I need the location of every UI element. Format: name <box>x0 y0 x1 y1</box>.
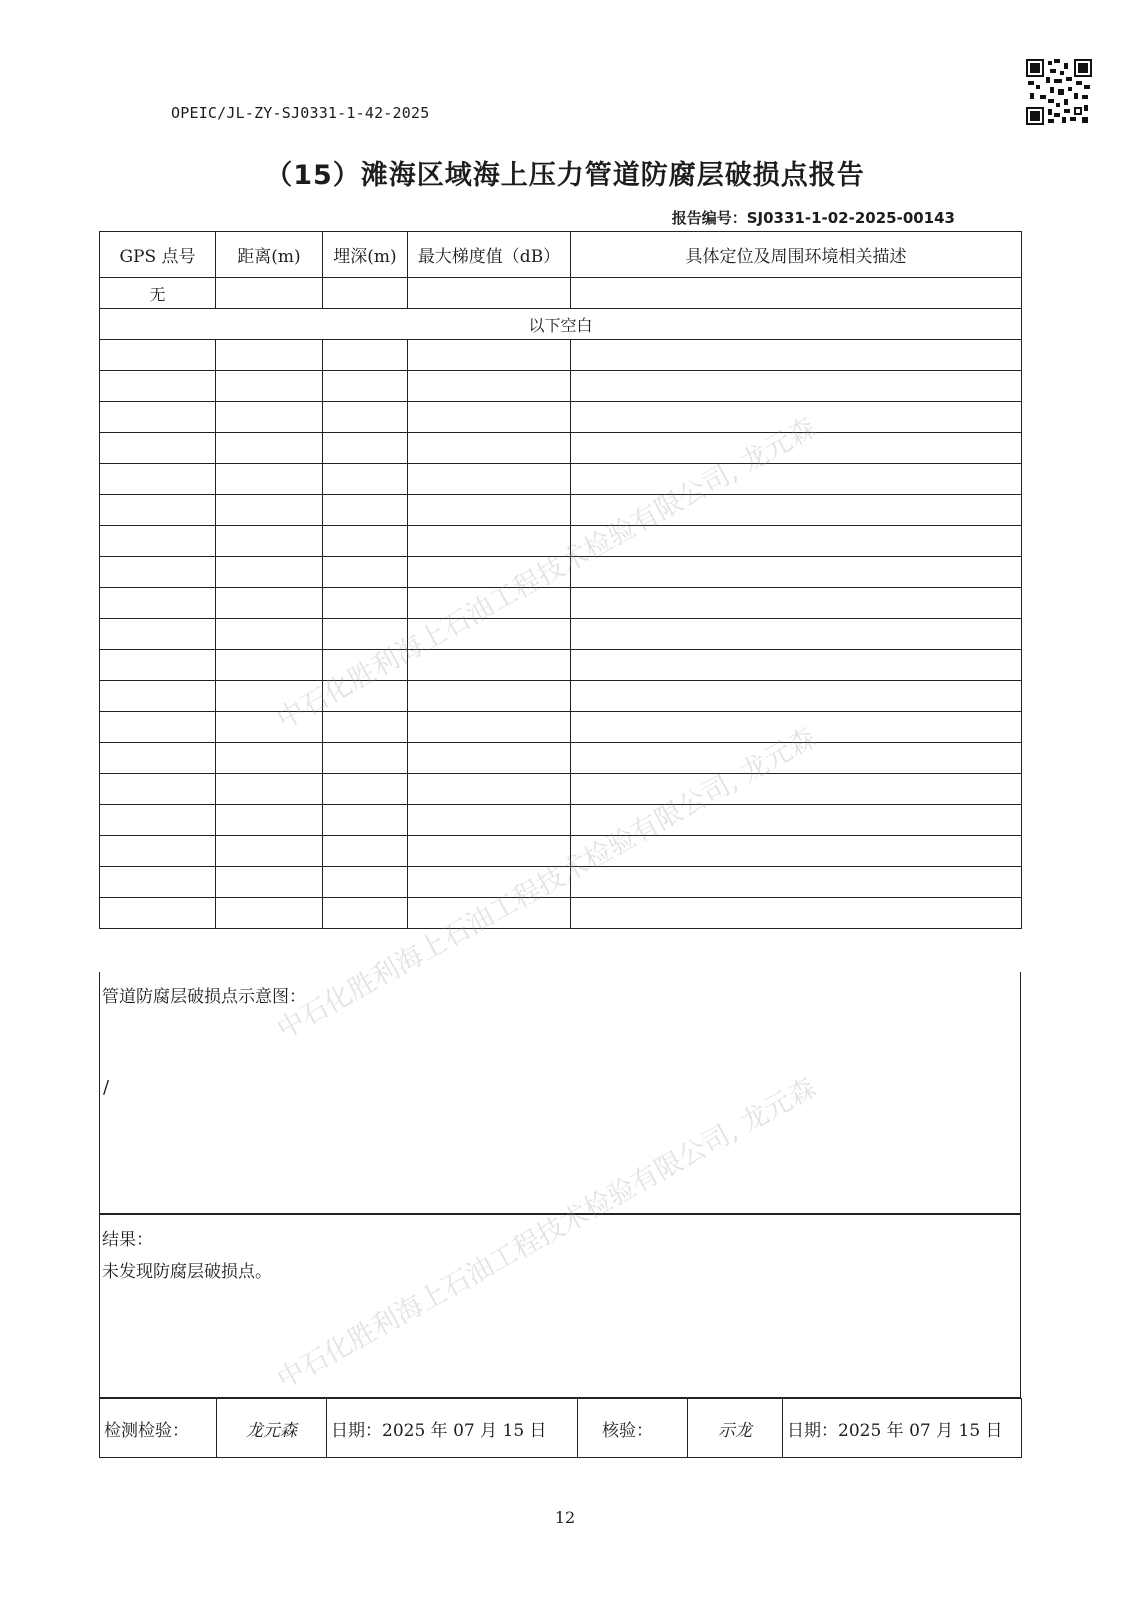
signoff-row <box>100 1399 1022 1458</box>
inspect-signature: 龙元森 <box>217 1399 327 1458</box>
table-cell <box>571 867 1022 898</box>
table-cell <box>216 898 323 929</box>
table-cell <box>408 588 571 619</box>
table-cell <box>216 278 323 309</box>
table-cell <box>571 774 1022 805</box>
table-cell <box>408 495 571 526</box>
blank-note: 以下空白 <box>100 309 1022 340</box>
table-cell <box>571 371 1022 402</box>
table-cell <box>323 588 408 619</box>
table-cell <box>216 712 323 743</box>
table-cell <box>323 557 408 588</box>
table-cell <box>100 340 216 371</box>
table-cell <box>100 898 216 929</box>
table-row <box>100 526 1022 557</box>
table-cell <box>323 495 408 526</box>
table-row <box>100 402 1022 433</box>
watermark: 中石化胜利海上石油工程技术检验有限公司, 龙元森 <box>271 722 822 1046</box>
table-cell <box>216 588 323 619</box>
table-cell <box>100 619 216 650</box>
table-cell <box>323 278 408 309</box>
table-cell <box>408 867 571 898</box>
qr-code <box>1026 59 1092 125</box>
table-cell <box>408 681 571 712</box>
table-cell <box>408 278 571 309</box>
result-text: 未发现防腐层破损点。 <box>102 1262 272 1282</box>
table-cell <box>571 805 1022 836</box>
review-signature: 示龙 <box>688 1399 783 1458</box>
table-cell <box>216 526 323 557</box>
table-cell <box>216 402 323 433</box>
table-cell <box>323 464 408 495</box>
table-row <box>100 774 1022 805</box>
table-row <box>100 340 1022 371</box>
report-title: （15）滩海区域海上压力管道防腐层破损点报告 <box>265 160 865 191</box>
table-cell <box>571 278 1022 309</box>
review-date: 日期：2025 年 07 月 15 日 <box>783 1399 1022 1458</box>
table-cell <box>571 650 1022 681</box>
table-cell <box>216 867 323 898</box>
table-cell <box>408 743 571 774</box>
table-cell <box>323 650 408 681</box>
signoff-table <box>99 1398 1022 1458</box>
table-cell <box>323 836 408 867</box>
table-cell <box>216 743 323 774</box>
table-cell <box>571 712 1022 743</box>
table-cell <box>571 464 1022 495</box>
table-cell <box>323 712 408 743</box>
header-depth: 埋深(m) <box>323 232 408 278</box>
table-row <box>100 557 1022 588</box>
table-cell <box>100 402 216 433</box>
table-cell <box>408 898 571 929</box>
table-cell <box>100 588 216 619</box>
table-row <box>100 371 1022 402</box>
result-label: 结果： <box>102 1230 153 1250</box>
table-cell <box>408 650 571 681</box>
table-row <box>100 278 1022 309</box>
table-row <box>100 836 1022 867</box>
table-cell <box>100 805 216 836</box>
table-cell <box>408 433 571 464</box>
table-row <box>100 619 1022 650</box>
watermark: 中石化胜利海上石油工程技术检验有限公司, 龙元森 <box>271 1072 822 1396</box>
table-cell <box>408 774 571 805</box>
report-number: 报告编号：SJ0331-1-02-2025-00143 <box>671 209 955 227</box>
table-cell <box>216 371 323 402</box>
table-row <box>100 712 1022 743</box>
inspect-date: 日期：2025 年 07 月 15 日 <box>327 1399 578 1458</box>
header-description: 具体定位及周围环境相关描述 <box>571 232 1022 278</box>
table-cell <box>408 402 571 433</box>
table-cell <box>323 402 408 433</box>
table-cell <box>571 433 1022 464</box>
table-cell <box>408 340 571 371</box>
table-cell <box>571 836 1022 867</box>
table-cell: 无 <box>100 278 216 309</box>
table-cell <box>100 867 216 898</box>
table-cell <box>571 588 1022 619</box>
table-cell <box>571 495 1022 526</box>
blank-note-row <box>100 309 1022 340</box>
table-cell <box>100 371 216 402</box>
table-header-row <box>100 232 1022 278</box>
table-cell <box>571 898 1022 929</box>
table-cell <box>408 557 571 588</box>
header-distance: 距离(m) <box>216 232 323 278</box>
table-row <box>100 743 1022 774</box>
table-cell <box>100 557 216 588</box>
table-cell <box>216 774 323 805</box>
table-row <box>100 805 1022 836</box>
table-cell <box>323 743 408 774</box>
table-cell <box>216 464 323 495</box>
table-cell <box>408 371 571 402</box>
table-cell <box>100 681 216 712</box>
table-cell <box>323 340 408 371</box>
table-cell <box>571 340 1022 371</box>
table-row <box>100 588 1022 619</box>
table-cell <box>408 526 571 557</box>
defect-table <box>99 231 1022 929</box>
sketch-mark: / <box>103 1077 110 1098</box>
table-cell <box>323 433 408 464</box>
header-gps: GPS 点号 <box>100 232 216 278</box>
table-cell <box>100 743 216 774</box>
table-cell <box>216 433 323 464</box>
table-cell <box>323 681 408 712</box>
table-cell <box>216 340 323 371</box>
table-cell <box>571 526 1022 557</box>
table-cell <box>323 898 408 929</box>
table-cell <box>571 681 1022 712</box>
table-cell <box>100 774 216 805</box>
table-cell <box>216 650 323 681</box>
table-cell <box>100 526 216 557</box>
table-cell <box>571 557 1022 588</box>
header-max-gradient: 最大梯度值（dB） <box>408 232 571 278</box>
table-cell <box>216 681 323 712</box>
empty-rows <box>100 340 1022 929</box>
table-cell <box>100 433 216 464</box>
page-number: 12 <box>554 1508 576 1527</box>
inspect-label: 检测检验： <box>100 1399 217 1458</box>
table-cell <box>323 526 408 557</box>
table-cell <box>100 650 216 681</box>
table-cell <box>216 495 323 526</box>
table-cell <box>323 805 408 836</box>
sketch-label: 管道防腐层破损点示意图： <box>102 987 306 1007</box>
table-cell <box>216 836 323 867</box>
table-cell <box>100 836 216 867</box>
table-cell <box>323 619 408 650</box>
result-area <box>99 1214 1021 1398</box>
table-row <box>100 650 1022 681</box>
table-cell <box>408 464 571 495</box>
table-cell <box>216 805 323 836</box>
sketch-area <box>99 972 1021 1214</box>
table-row <box>100 867 1022 898</box>
table-cell <box>100 495 216 526</box>
table-row <box>100 495 1022 526</box>
table-cell <box>571 619 1022 650</box>
table-cell <box>408 619 571 650</box>
table-row <box>100 433 1022 464</box>
table-cell <box>100 464 216 495</box>
table-cell <box>323 867 408 898</box>
table-cell <box>323 774 408 805</box>
table-row <box>100 464 1022 495</box>
table-cell <box>100 712 216 743</box>
review-label: 核验： <box>578 1399 688 1458</box>
document-code: OPEIC/JL-ZY-SJ0331-1-42-2025 <box>171 104 430 122</box>
watermark: 中石化胜利海上石油工程技术检验有限公司, 龙元森 <box>271 412 822 736</box>
table-row <box>100 898 1022 929</box>
table-cell <box>408 805 571 836</box>
table-row <box>100 681 1022 712</box>
table-cell <box>216 557 323 588</box>
table-cell <box>216 619 323 650</box>
table-cell <box>571 743 1022 774</box>
table-cell <box>571 402 1022 433</box>
table-cell <box>408 712 571 743</box>
table-cell <box>323 371 408 402</box>
table-cell <box>408 836 571 867</box>
